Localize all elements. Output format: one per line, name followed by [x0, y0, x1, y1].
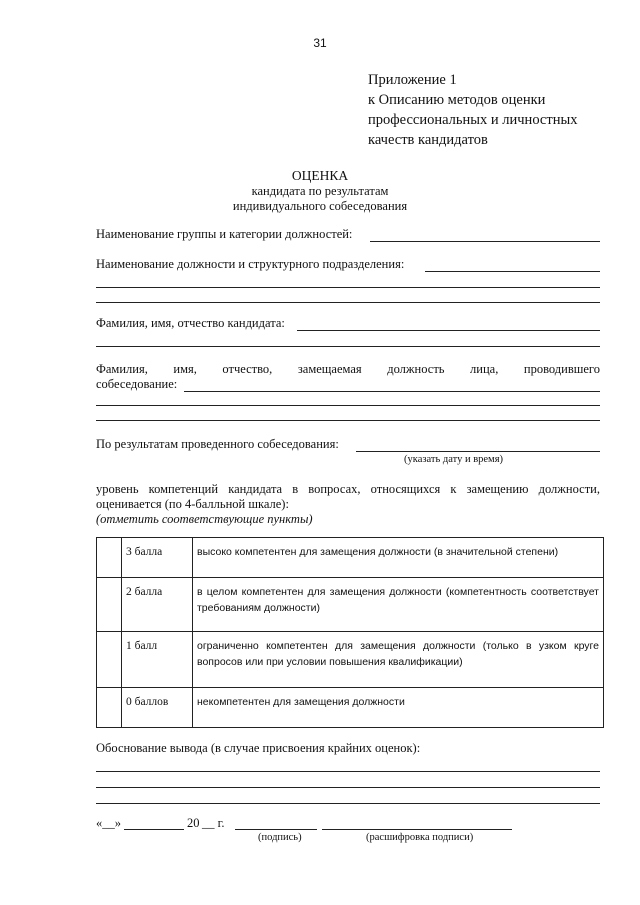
signature-decode-field[interactable]: [322, 829, 512, 830]
competence-word: уровень: [96, 482, 139, 496]
interviewer-word: Фамилия,: [96, 362, 148, 376]
competence-word: должности,: [538, 482, 600, 496]
table-row: [97, 688, 604, 728]
rating-description: некомпетентен для замещения должности: [193, 688, 604, 728]
appendix-line-1: Приложение 1: [368, 72, 457, 88]
position-division-field[interactable]: [425, 271, 600, 272]
rating-score: 1 балл: [122, 632, 193, 688]
year-prefix: 20: [187, 816, 200, 830]
justification-label: Обоснование вывода (в случае присвоения крайних оценок):: [96, 741, 421, 755]
interviewer-label-line-2: собеседование:: [96, 377, 178, 391]
interviewer-word: должность: [387, 362, 445, 376]
year-suffix: __ г.: [202, 816, 225, 830]
competence-word: к: [450, 482, 457, 496]
rating-description: высоко компетентен для замещения должности (в значительной степени): [193, 538, 604, 578]
rating-score: 2 балла: [122, 578, 193, 632]
rating-checkbox-3[interactable]: [97, 538, 122, 578]
candidate-name-field-line-2[interactable]: [96, 346, 600, 347]
date-hint: (указать дату и время): [404, 454, 504, 465]
competence-word: в: [292, 482, 299, 496]
title-sub-2: индивидуального собеседования: [232, 199, 408, 213]
rating-description: ограниченно компетентен для замещения должности (только в узком круге вопросов или при условии повышения квалификации): [193, 632, 604, 688]
rating-score: 3 балла: [122, 538, 193, 578]
position-division-field-line-3[interactable]: [96, 302, 600, 303]
candidate-name-field[interactable]: [297, 330, 600, 331]
appendix-line-3: профессиональных и личностных: [368, 112, 578, 128]
rating-checkbox-0[interactable]: [97, 688, 122, 728]
candidate-name-label: Фамилия, имя, отчество кандидата:: [96, 316, 285, 330]
interviewer-label: [96, 362, 600, 377]
rating-table: [96, 537, 604, 728]
competence-word: кандидата: [228, 482, 283, 496]
rating-checkbox-2[interactable]: [97, 578, 122, 632]
justification-field-line-1[interactable]: [96, 771, 600, 772]
signature-caption: (подпись): [258, 832, 302, 843]
interviewer-field-line-3[interactable]: [96, 420, 600, 421]
interviewer-field[interactable]: [184, 391, 600, 392]
interview-result-label: По результатам проведенного собеседования:: [96, 437, 339, 451]
table-row: [97, 538, 604, 578]
signature-field[interactable]: [235, 829, 317, 830]
title-sub-1: кандидата по результатам: [251, 184, 389, 198]
interviewer-word: имя,: [173, 362, 197, 376]
appendix-line-2: к Описанию методов оценки: [368, 92, 546, 108]
date-month-field[interactable]: [124, 829, 184, 830]
interviewer-word: отчество,: [222, 362, 273, 376]
table-row: [97, 578, 604, 632]
competence-word: компетенций: [148, 482, 219, 496]
competence-note: (отметить соответствующие пункты): [96, 512, 313, 526]
rating-description: в целом компетентен для замещения должности (компетентность соответствует требованиям должности): [193, 578, 604, 632]
competence-word: относящихся: [370, 482, 441, 496]
appendix-line-4: качеств кандидатов: [368, 132, 488, 148]
justification-field-line-3[interactable]: [96, 803, 600, 804]
interviewer-word: лица,: [470, 362, 499, 376]
table-row: [97, 632, 604, 688]
interviewer-field-line-2[interactable]: [96, 405, 600, 406]
position-division-field-line-2[interactable]: [96, 287, 600, 288]
competence-line-2: оценивается (по 4-балльной шкале):: [96, 497, 289, 511]
date-day: «__»: [96, 816, 121, 830]
group-category-label: Наименование группы и категории должностей:: [96, 227, 353, 241]
decode-caption: (расшифровка подписи): [366, 832, 474, 843]
page-number: 31: [313, 36, 327, 50]
appendix-header: [368, 70, 577, 150]
competence-line-1: [96, 482, 600, 497]
interviewer-word: замещаемая: [297, 362, 362, 376]
title-main: ОЦЕНКА: [291, 168, 349, 183]
justification-field-line-2[interactable]: [96, 787, 600, 788]
document-title: [0, 168, 640, 214]
competence-word: вопросах,: [308, 482, 361, 496]
interviewer-word: проводившего: [523, 362, 600, 376]
interview-date-field[interactable]: [356, 451, 600, 452]
competence-word: замещению: [466, 482, 529, 496]
rating-score: 0 баллов: [122, 688, 193, 728]
group-category-field[interactable]: [370, 241, 600, 242]
rating-checkbox-1[interactable]: [97, 632, 122, 688]
position-division-label: Наименование должности и структурного подразделения:: [96, 257, 405, 271]
